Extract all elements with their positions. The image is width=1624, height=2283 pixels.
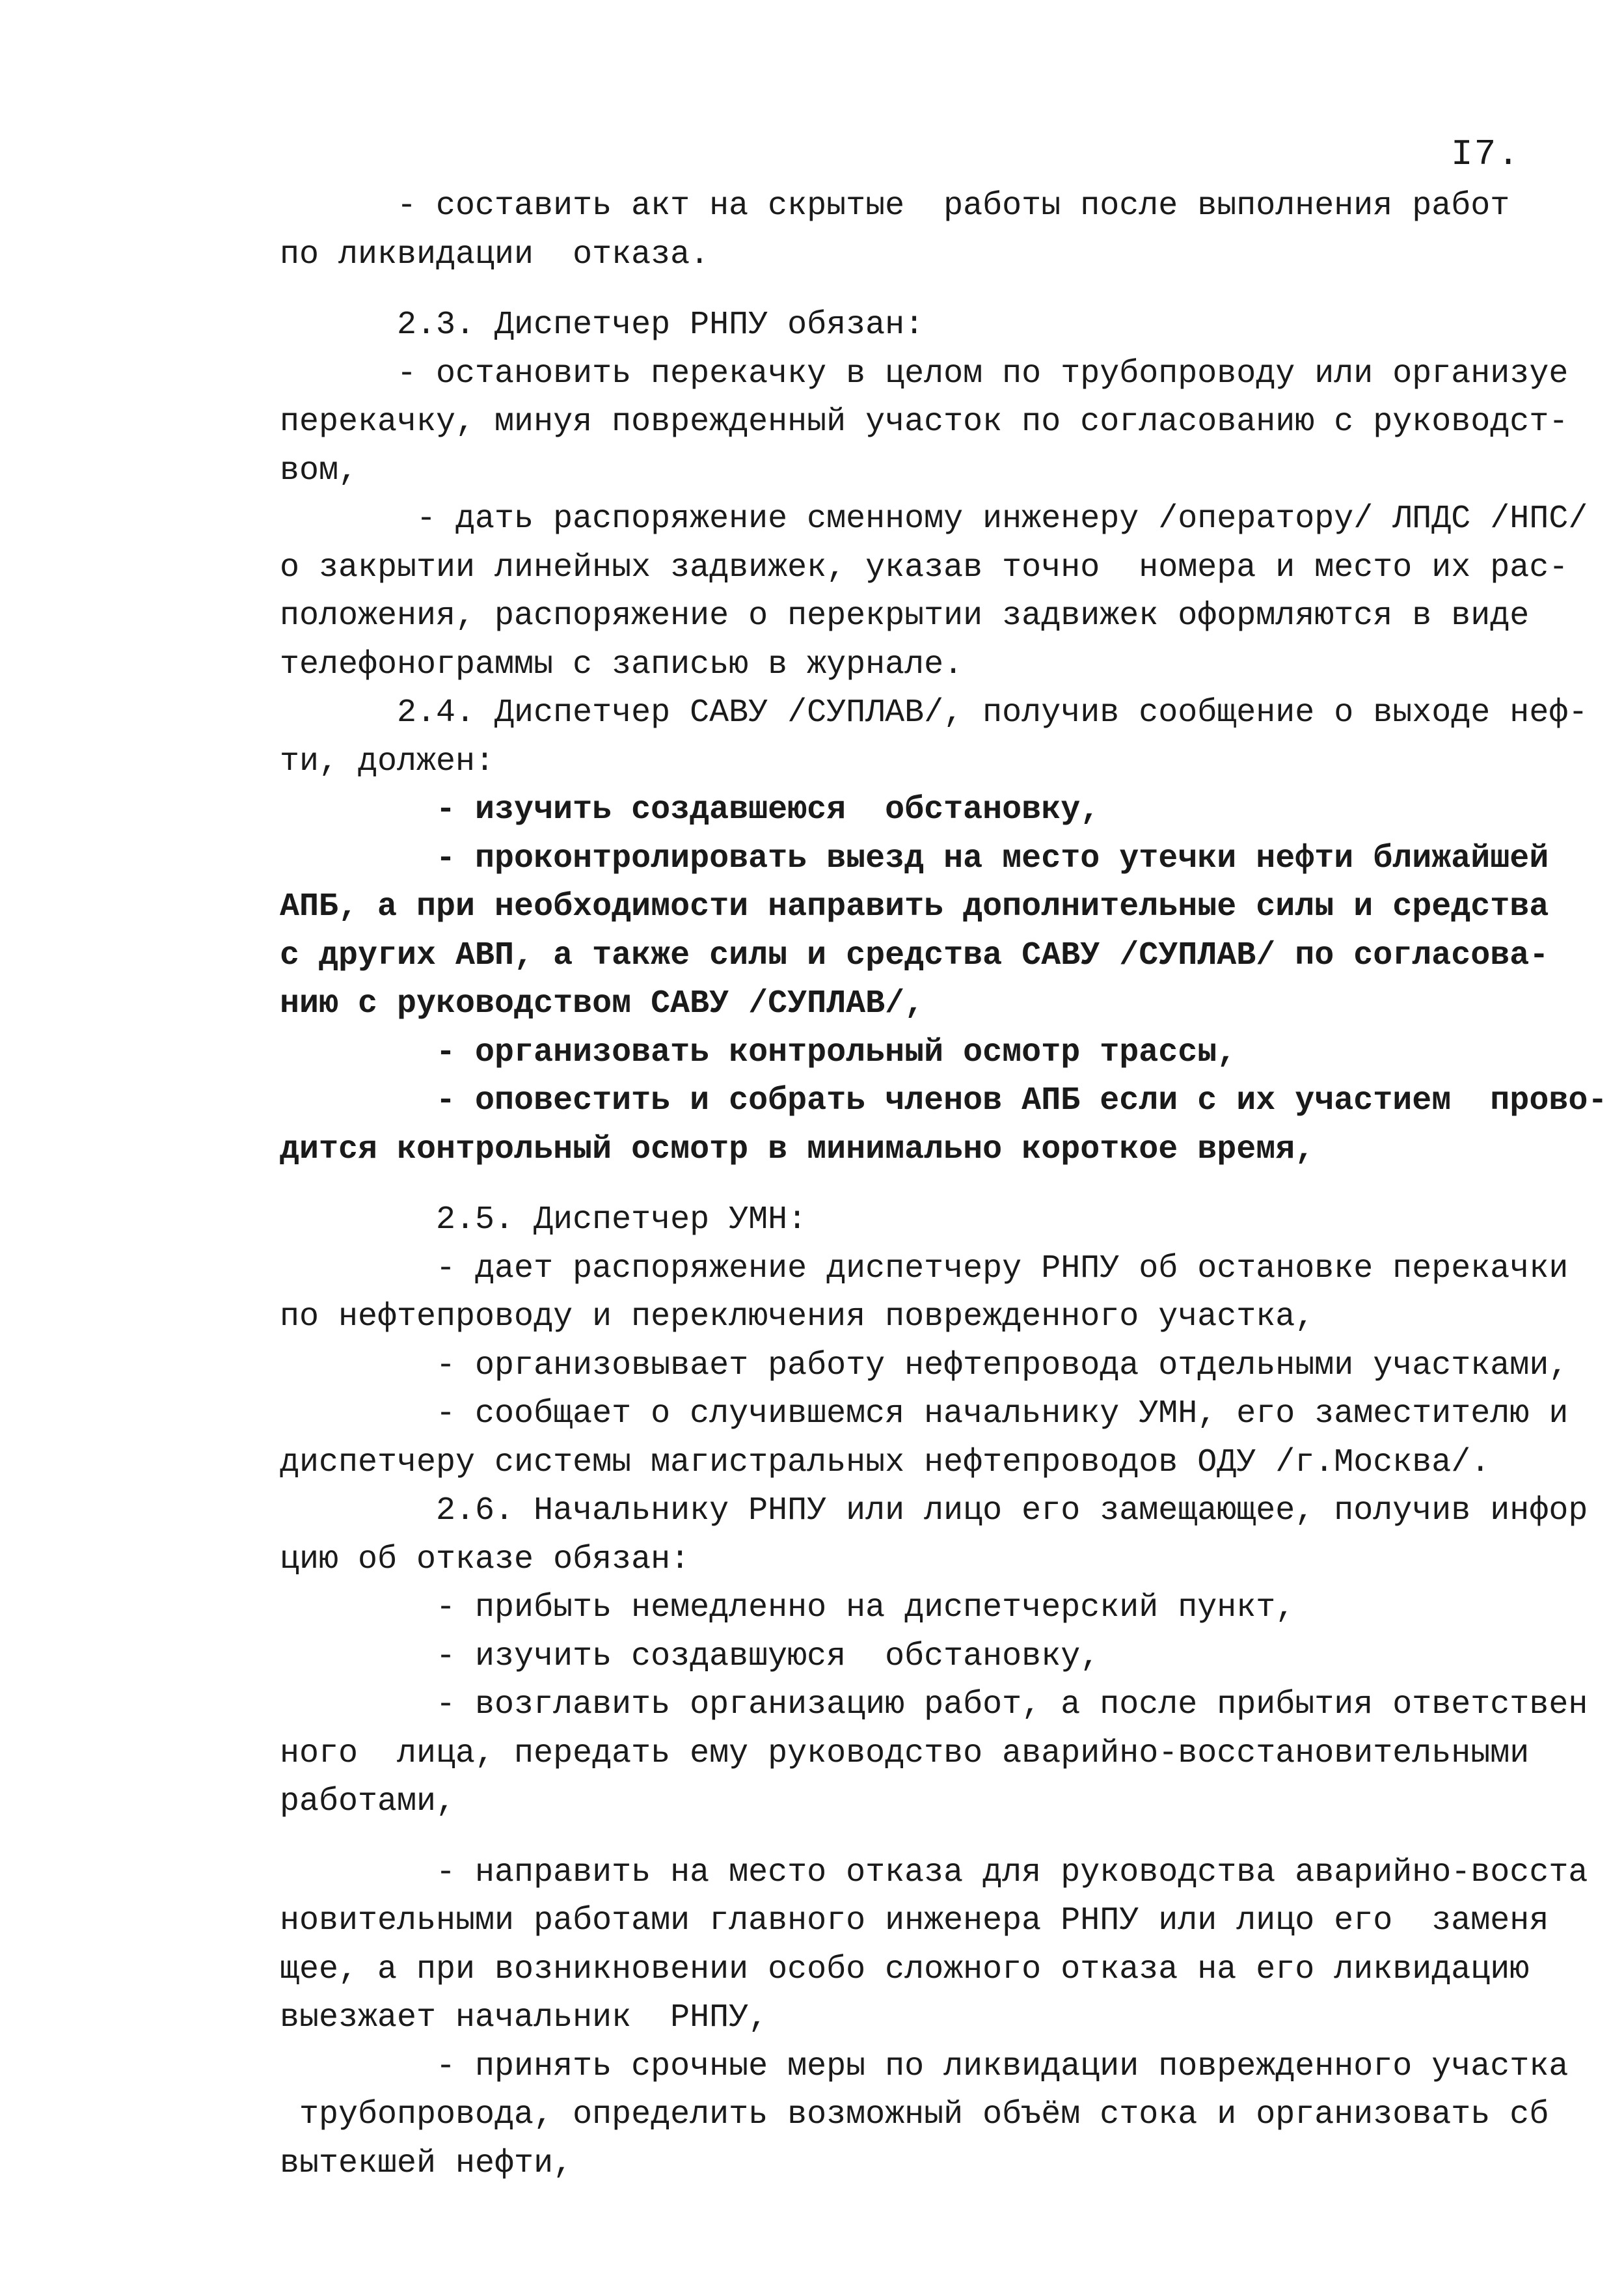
- text-line: о закрытии линейных задвижек, указав точно номера и место их рас-: [280, 549, 1569, 586]
- text-line: - направить на место отказа для руководства аварийно-восста: [280, 1853, 1588, 1891]
- paragraph-gap: [280, 1174, 1601, 1196]
- text-line: трубопровода, определить возможный объём стока и организовать сб: [280, 2096, 1549, 2133]
- text-line: ти, должен:: [280, 743, 495, 780]
- section-heading: 2.3. Диспетчер РНПУ обязан:: [280, 307, 925, 344]
- text-line: новительными работами главного инженера РНПУ или лицо его заменя: [280, 1902, 1549, 1939]
- section-heading: 2.5. Диспетчер УМН:: [280, 1201, 807, 1238]
- text-line: - прибыть немедленно на диспетчерский пункт,: [280, 1589, 1295, 1626]
- text-line: телефонограммы с записью в журнале.: [280, 646, 964, 683]
- paragraph-gap: [280, 279, 1601, 301]
- text-line: - дать распоряжение сменному инженеру /оператору/ ЛПДС /НПС/: [280, 500, 1588, 538]
- section-heading: 2.6. Начальнику РНПУ или лицо его замещающее, получив инфор: [280, 1492, 1588, 1529]
- text-line: цию об отказе обязан:: [280, 1540, 690, 1578]
- text-line: с других АВП, а также силы и средства САВУ /СУПЛАВ/ по согласова-: [280, 936, 1549, 974]
- text-line: - принять срочные меры по ликвидации поврежденного участка: [280, 2047, 1569, 2085]
- section-heading: 2.4. Диспетчер САВУ /СУПЛАВ/, получив сообщение о выходе неф-: [280, 694, 1588, 731]
- text-line: - проконтролировать выезд на место утечки нефти ближайшей: [280, 840, 1549, 877]
- text-line: диспетчеру системы магистральных нефтепроводов ОДУ /г.Москва/.: [280, 1443, 1491, 1481]
- text-line: - дает распоряжение диспетчеру РНПУ об остановке перекачки: [280, 1250, 1569, 1287]
- text-line: дится контрольный осмотр в минимально короткое время,: [280, 1130, 1315, 1168]
- text-line: вытекшей нефти,: [280, 2144, 573, 2182]
- text-line: нию с руководством САВУ /СУПЛАВ/,: [280, 985, 925, 1022]
- text-line: - изучить создавшуюся обстановку,: [280, 1637, 1100, 1675]
- text-line: по нефтепроводу и переключения поврежденного участка,: [280, 1298, 1315, 1335]
- text-line: работами,: [280, 1783, 456, 1820]
- text-line: - остановить перекачку в целом по трубопроводу или организуе: [280, 355, 1569, 392]
- text-line: - возглавить организацию работ, а после прибытия ответствен: [280, 1686, 1588, 1723]
- text-line: выезжает начальник РНПУ,: [280, 1999, 768, 2036]
- text-line: - составить акт на скрытые работы после выполнения работ: [280, 187, 1510, 225]
- text-line: - изучить создавшеюся обстановку,: [280, 791, 1100, 828]
- text-line: ного лица, передать ему руководство аварийно-восстановительными: [280, 1734, 1530, 1772]
- text-line: вом,: [280, 452, 359, 489]
- text-line: - организовывает работу нефтепровода отдельными участками,: [280, 1347, 1569, 1384]
- text-line: положения, распоряжение о перекрытии задвижек оформляются в виде: [280, 597, 1530, 635]
- text-line: - организовать контрольный осмотр трассы,: [280, 1033, 1237, 1071]
- text-line: щее, а при возникновении особо сложного отказа на его ликвидацию: [280, 1950, 1530, 1988]
- text-line: - сообщает о случившемся начальнику УМН, его заместителю и: [280, 1395, 1569, 1432]
- text-line: АПБ, а при необходимости направить дополнительные силы и средства: [280, 888, 1549, 925]
- document-body: [280, 182, 1608, 2188]
- text-line: по ликвидации отказа.: [280, 236, 710, 273]
- paragraph-gap: [280, 1827, 1601, 1849]
- text-line: - оповестить и собрать членов АПБ если с их участием прово-: [280, 1082, 1608, 1119]
- page-number: I7.: [1451, 133, 1521, 175]
- text-line: перекачку, минуя поврежденный участок по согласованию с руководст-: [280, 403, 1569, 441]
